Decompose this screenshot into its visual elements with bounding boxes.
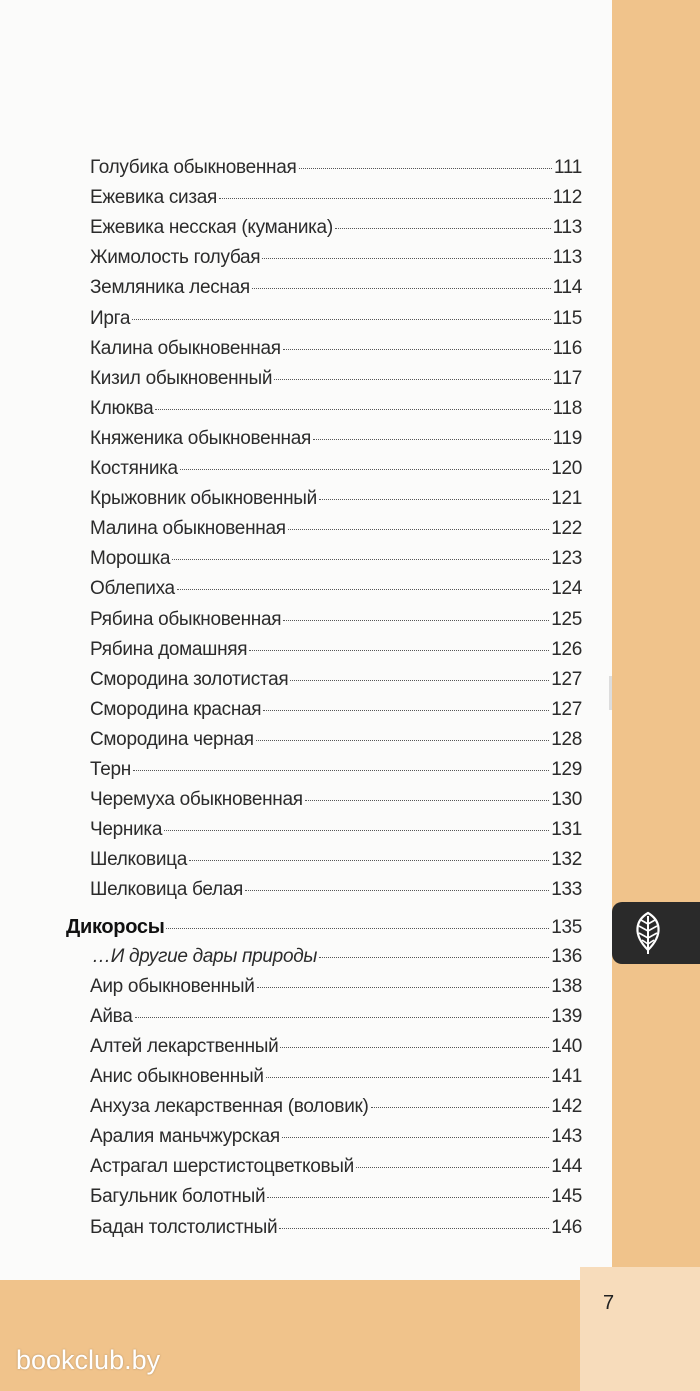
toc-entry-title: …И другие дары природы	[92, 945, 318, 967]
dot-leader	[282, 1137, 549, 1138]
toc-row	[90, 1092, 582, 1122]
toc-entry-page: 113	[552, 217, 582, 239]
toc-entry-page: 131	[551, 819, 582, 841]
toc-entry-page: 144	[551, 1156, 582, 1178]
toc-row	[90, 695, 582, 725]
toc-row	[90, 1213, 582, 1243]
toc-entry-page: 120	[551, 458, 582, 479]
toc-entry-title: Черника	[90, 819, 163, 841]
toc-entry-page: 133	[551, 879, 582, 901]
toc-row	[90, 153, 582, 183]
toc-entry-page: 123	[551, 548, 582, 570]
toc-entry-title: Рябина обыкновенная	[90, 608, 282, 630]
toc-row	[90, 815, 582, 845]
dot-leader	[263, 710, 549, 711]
toc-entry-title: Рябина домашняя	[90, 638, 248, 660]
toc-row	[90, 1032, 582, 1062]
toc-row	[90, 394, 582, 424]
toc-entry-title: Айва	[90, 1005, 133, 1027]
toc-entry-title: Смородина красная	[90, 698, 262, 720]
toc-row	[90, 454, 582, 484]
toc-row	[90, 1062, 582, 1092]
toc-entry-title: Аралия маньчжурская	[90, 1126, 280, 1148]
toc-entry-page: 118	[552, 397, 582, 419]
toc-row	[90, 725, 582, 755]
toc-row	[90, 213, 582, 243]
toc-entry-title: Калина обыкновенная	[90, 337, 281, 359]
dot-leader	[305, 800, 549, 801]
toc-row	[90, 972, 582, 1002]
toc-entry-title: Бадан толстолистный	[90, 1216, 278, 1238]
toc-entry-page: 113	[552, 247, 582, 269]
dot-leader	[299, 168, 553, 169]
toc-entry-title: Ирга	[90, 307, 131, 329]
toc-entry-title: Анхуза лекарственная (воловик)	[90, 1096, 369, 1118]
toc-entry-page: 119	[552, 427, 582, 449]
toc-row	[90, 635, 582, 665]
toc-entry-title: Крыжовник обыкновенный	[90, 488, 317, 510]
toc-entry-title: Аир обыкновенный	[90, 975, 255, 997]
dot-leader	[274, 379, 550, 380]
dot-leader	[283, 620, 549, 621]
toc-row	[90, 424, 582, 454]
toc-entry-page: 122	[551, 518, 582, 540]
dot-leader	[319, 957, 549, 958]
toc-entry-page: 141	[551, 1066, 582, 1087]
toc-entry-title: Костяника	[90, 458, 178, 479]
dot-leader	[245, 890, 549, 891]
toc-row	[90, 605, 582, 635]
toc-entry-title: Терн	[90, 759, 131, 780]
toc-entry-title: Шелковица белая	[90, 879, 244, 901]
toc-entry-title: Ежевика сизая	[90, 187, 218, 209]
toc-entry-page: 132	[551, 849, 582, 871]
toc-entry-page: 143	[551, 1126, 582, 1148]
toc-entry-page: 115	[552, 307, 582, 329]
toc-entry-page: 124	[551, 578, 582, 600]
toc-entry-page: 117	[552, 367, 582, 389]
dot-leader	[219, 198, 551, 199]
toc-entry-page: 127	[551, 698, 582, 720]
toc-row	[90, 364, 582, 394]
toc-row	[90, 183, 582, 213]
dot-leader	[189, 860, 549, 861]
toc-entry-title: Морошка	[90, 548, 171, 570]
dot-leader	[262, 258, 550, 259]
toc-entry-page: 125	[551, 608, 582, 630]
toc-entry-page: 130	[551, 789, 582, 811]
toc-entry-title: Смородина золотистая	[90, 668, 289, 690]
toc-row	[90, 1122, 582, 1152]
dot-leader	[135, 1017, 550, 1018]
toc-entry-page: 139	[551, 1005, 582, 1027]
toc-row	[90, 544, 582, 574]
dot-leader	[280, 1047, 549, 1048]
toc-entry-title: Ежевика несская (куманика)	[90, 217, 333, 239]
toc-entry-page: 121	[551, 488, 582, 510]
toc-entry-title: Алтей лекарственный	[90, 1035, 279, 1057]
page-number: 7	[603, 1292, 615, 1314]
toc-entry-title: Черемуха обыкновенная	[90, 789, 303, 811]
toc-row	[90, 845, 582, 875]
dot-leader	[267, 1197, 549, 1198]
toc-entry-title: Малина обыкновенная	[90, 518, 286, 540]
toc-entry-page: 116	[552, 337, 582, 359]
toc-row	[90, 273, 582, 303]
toc-row	[90, 484, 582, 514]
toc-entry-page: 136	[551, 945, 582, 967]
watermark: bookclub.by	[16, 1345, 161, 1375]
dot-leader	[319, 499, 549, 500]
toc-subsection-row	[92, 942, 582, 972]
toc-entry-title: Клюква	[90, 397, 154, 419]
dot-leader	[371, 1107, 550, 1108]
dot-leader	[133, 770, 549, 771]
dot-leader	[256, 740, 550, 741]
dot-leader	[132, 319, 551, 320]
toc-entry-title: Княженика обыкновенная	[90, 427, 311, 449]
toc-row	[90, 785, 582, 815]
toc-row	[90, 243, 582, 273]
dot-leader	[288, 529, 549, 530]
toc-entry-title: Астрагал шерстистоцветковый	[90, 1156, 354, 1178]
dot-leader	[155, 409, 550, 410]
toc-entry-title: Земляника лесная	[90, 277, 250, 299]
dot-leader	[252, 288, 551, 289]
dot-leader	[283, 349, 551, 350]
toc-section-row	[66, 912, 582, 942]
toc-entry-page: 129	[551, 759, 582, 780]
toc-row	[90, 1002, 582, 1032]
toc-entry-title: Багульник болотный	[90, 1186, 266, 1208]
toc-entry-title: Дикоросы	[66, 915, 165, 938]
dot-leader	[290, 680, 549, 681]
toc-entry-page: 140	[551, 1035, 582, 1057]
toc-entry-title: Облепиха	[90, 578, 175, 600]
dot-leader	[172, 559, 549, 560]
dot-leader	[257, 987, 550, 988]
toc-entry-page: 126	[551, 638, 582, 660]
toc-entry-page: 146	[551, 1216, 582, 1238]
toc-entry-title: Кизил обыкновенный	[90, 367, 273, 389]
toc-entry-title: Анис обыкновенный	[90, 1066, 264, 1087]
toc-row	[90, 514, 582, 544]
toc-entry-title: Смородина черная	[90, 728, 254, 750]
dot-leader	[164, 830, 549, 831]
toc-entry-title: Шелковица	[90, 849, 187, 871]
dot-leader	[177, 589, 549, 590]
dot-leader	[249, 650, 549, 651]
dot-leader	[279, 1228, 549, 1229]
toc-row	[90, 665, 582, 695]
toc-entry-page: 114	[552, 277, 582, 299]
toc-entry-page: 128	[551, 728, 582, 750]
toc-entry-page: 111	[554, 157, 582, 178]
toc-entry-page: 112	[552, 187, 582, 209]
section-tab[interactable]	[612, 902, 700, 964]
toc-entry-page: 145	[551, 1186, 582, 1208]
toc-row	[90, 574, 582, 604]
toc-row	[90, 1152, 582, 1182]
dot-leader	[180, 469, 549, 470]
toc-entry-title: Голубика обыкновенная	[90, 157, 297, 178]
toc-entry-page: 127	[551, 668, 582, 690]
toc-row	[90, 304, 582, 334]
toc-row	[90, 334, 582, 364]
dot-leader	[266, 1077, 550, 1078]
page-number-box	[580, 1267, 700, 1391]
dot-leader	[356, 1167, 549, 1168]
toc-entry-title: Жимолость голубая	[90, 247, 261, 269]
dot-leader	[166, 928, 549, 929]
toc-row	[90, 1182, 582, 1212]
dot-leader	[313, 439, 551, 440]
toc-entry-page: 138	[551, 975, 582, 997]
toc-row	[90, 755, 582, 785]
scrollbar-thumb[interactable]	[609, 676, 612, 710]
toc-row	[90, 875, 582, 905]
toc-entry-page: 142	[551, 1096, 582, 1118]
toc-entry-page: 135	[551, 916, 582, 938]
dot-leader	[335, 228, 551, 229]
leaf-icon	[626, 910, 670, 956]
